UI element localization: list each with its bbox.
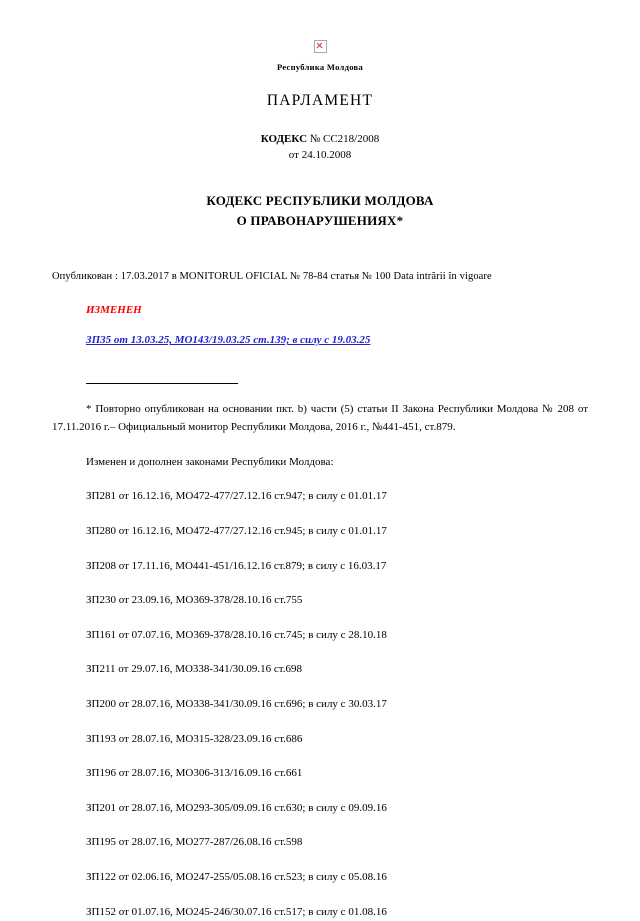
code-number: № CC218/2008 [310,133,379,145]
list-item: ЗП230 от 23.09.16, МО369-378/28.10.16 ст.755 [52,592,588,610]
list-item: ЗП280 от 16.12.16, МО472-477/27.12.16 ст.945; в силу с 01.01.17 [52,523,588,541]
list-item: ЗП195 от 28.07.16, МО277-287/26.08.16 ст.598 [52,834,588,852]
list-item: ЗП122 от 02.06.16, МО247-255/05.08.16 ст.523; в силу с 05.08.16 [52,869,588,887]
list-item: ЗП161 от 07.07.16, МО369-378/28.10.16 ст.745; в силу с 28.10.18 [52,627,588,645]
status-badge: ИЗМЕНЕН [86,304,588,316]
list-item: ЗП196 от 28.07.16, МО306-313/16.09.16 ст.661 [52,765,588,783]
code-label: КОДЕКС [261,133,307,145]
code-identifier [52,132,588,148]
list-item: ЗП201 от 28.07.16, МО293-305/09.09.16 ст.630; в силу с 09.09.16 [52,800,588,818]
publication-info: Опубликован : 17.03.2017 в MONITORUL OFICIAL № 78-84 статья № 100 Data intrării în vigoare [52,271,588,282]
list-item: ЗП200 от 28.07.16, МО338-341/30.09.16 ст.696; в силу с 30.03.17 [52,696,588,714]
broken-image-icon [314,40,327,53]
code-date: от 24.10.2008 [52,148,588,164]
page-title [52,191,588,231]
country-heading: Республика Молдова [52,62,588,72]
footnote-text: * Повторно опубликован на основании пкт. b) части (5) статьи II Закона Республики Молдова № 208 от 17.11.2016 г.– Официальный монитор Республики Молдова, 2016 г., №441-451, ст.879. [52,401,588,437]
institution-heading: ПАРЛАМЕНТ [52,92,588,110]
list-item: ЗП281 от 16.12.16, МО472-477/27.12.16 ст.947; в силу с 01.01.17 [52,488,588,506]
footnote-divider [86,382,238,384]
list-item: ЗП208 от 17.11.16, МО441-451/16.12.16 ст.879; в силу с 16.03.17 [52,558,588,576]
page-title-line-1: КОДЕКС РЕСПУБЛИКИ МОЛДОВА [52,191,588,211]
list-item: ЗП211 от 29.07.16, МО338-341/30.09.16 ст.698 [52,661,588,679]
amendment-link[interactable]: ЗП35 от 13.03.25, МО143/19.03.25 ст.139; в силу с 19.03.25 [86,334,588,346]
amendments-intro: Изменен и дополнен законами Республики Молдова: [52,454,588,472]
list-item: ЗП193 от 28.07.16, МО315-328/23.09.16 ст.686 [52,731,588,749]
list-item: ЗП152 от 01.07.16, МО245-246/30.07.16 ст.517; в силу с 01.08.16 [52,904,588,921]
page-title-line-2: О ПРАВОНАРУШЕНИЯХ* [52,211,588,231]
